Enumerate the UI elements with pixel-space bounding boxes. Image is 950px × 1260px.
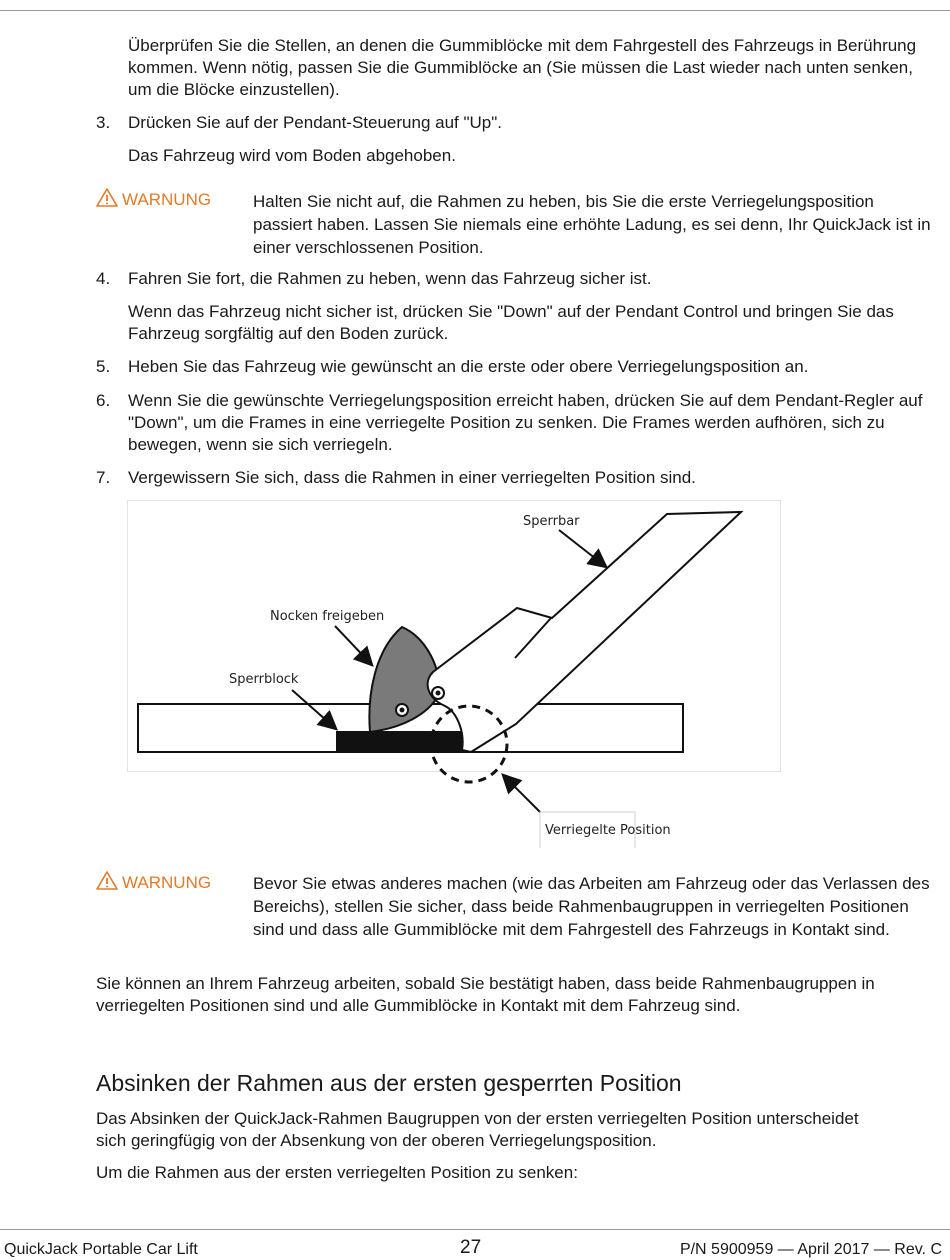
section-paragraph-2: Um die Rahmen aus der ersten verriegelten Position zu senken: [96, 1163, 578, 1182]
step-3-text: Drücken Sie auf der Pendant-Steuerung auf "Up". [128, 113, 503, 132]
footer-rule [0, 1229, 950, 1230]
cam-pivot-center [400, 708, 405, 713]
step-7-text: Vergewissern Sie sich, dass die Rahmen in einer verriegelten Position sind. [128, 468, 696, 487]
step-4-text: Fahren Sie fort, die Rahmen zu heben, wenn das Fahrzeug sicher ist. [128, 269, 652, 288]
label-sperrblock: Sperrblock [229, 672, 299, 687]
step-4-subtext: Wenn das Fahrzeug nicht sicher ist, drücken Sie "Down" auf der Pendant Control und bringen Sie das Fahrzeug sorgfältig auf den Boden zurück. [128, 302, 894, 343]
step-6-text: Wenn Sie die gewünschte Verriegelungsposition erreicht haben, drücken Sie auf dem Pendant-Regler auf "Down", um die Frames in eine verriegelte Position zu senken. Die Frames werden aufhören, sich zu bewegen, wenn sie sich verriegeln. [128, 391, 923, 454]
step-number-4: 4. [96, 269, 111, 288]
lock-block [336, 731, 466, 751]
arrow-verriegelt [504, 776, 540, 812]
lock-bar [428, 512, 741, 752]
bar-pivot-center [436, 691, 441, 696]
arrow-sperrblock [292, 690, 335, 728]
after-warning-paragraph: Sie können an Ihrem Fahrzeug arbeiten, sobald Sie bestätigt haben, dass beide Rahmenbaugruppen in verriegelten Positionen sind und alle Gummiblöcke in Kontakt mit dem Fahrzeug sind. [96, 974, 875, 1015]
arrow-sperrbar [559, 530, 605, 566]
warning-label-text-2: WARNUNG [122, 873, 212, 892]
footer-product-name: QuickJack Portable Car Lift [4, 1241, 198, 1258]
warning-text-2: Bevor Sie etwas anderes machen (wie das Arbeiten am Fahrzeug oder das Verlassen des Bereichs), stellen Sie sicher, dass beide Rahmenbaugruppen in verriegelten Positionen sind und dass alle Gummiblöcke mit dem Fahrgestell des Fahrzeugs in Kontakt sind. [253, 874, 930, 939]
warning-label-2 [96, 871, 211, 894]
section-paragraph-1: Das Absinken der QuickJack-Rahmen Baugruppen von der ersten verriegelten Position unterscheidet sich geringfügig von der Absenkung von der oberen Verriegelungsposition. [96, 1109, 859, 1150]
section-heading: Absinken der Rahmen aus der ersten gesperrten Position [96, 1070, 682, 1096]
label-sperrbar: Sperrbar [523, 514, 580, 529]
step-5-text: Heben Sie das Fahrzeug wie gewünscht an die erste oder obere Verriegelungsposition an. [128, 357, 809, 376]
warning-triangle-icon [96, 871, 118, 890]
lock-mechanism-figure [127, 500, 781, 850]
step-3-subtext: Das Fahrzeug wird vom Boden abgehoben. [128, 146, 456, 165]
step-number-7: 7. [96, 468, 111, 487]
warning-label-text-1: WARNUNG [122, 190, 212, 209]
label-nocken: Nocken freigeben [270, 609, 385, 624]
label-verriegelt: Verriegelte Position [545, 823, 671, 838]
warning-triangle-icon [96, 188, 118, 207]
arrow-nocken [335, 626, 371, 664]
warning-label-1 [96, 188, 211, 211]
step-number-3: 3. [96, 113, 111, 132]
step-number-5: 5. [96, 357, 111, 376]
footer-page-number: 27 [460, 1237, 482, 1258]
footer-part-number: P/N 5900959 — April 2017 — Rev. C [679, 1241, 942, 1258]
intro-paragraph: Überprüfen Sie die Stellen, an denen die Gummiblöcke mit dem Fahrgestell des Fahrzeugs in Berührung kommen. Wenn nötig, passen Sie die Gummiblöcke an (Sie müssen die Last wieder nach unten senken, um die Blöcke einzustellen). [128, 36, 917, 99]
top-rule [0, 10, 950, 11]
step-number-6: 6. [96, 391, 111, 410]
warning-text-1: Halten Sie nicht auf, die Rahmen zu heben, bis Sie die erste Verriegelungsposition passiert haben. Lassen Sie niemals eine erhöhte Ladung, es sei denn, Ihr QuickJack ist in einer verschlossenen Position. [253, 192, 931, 257]
